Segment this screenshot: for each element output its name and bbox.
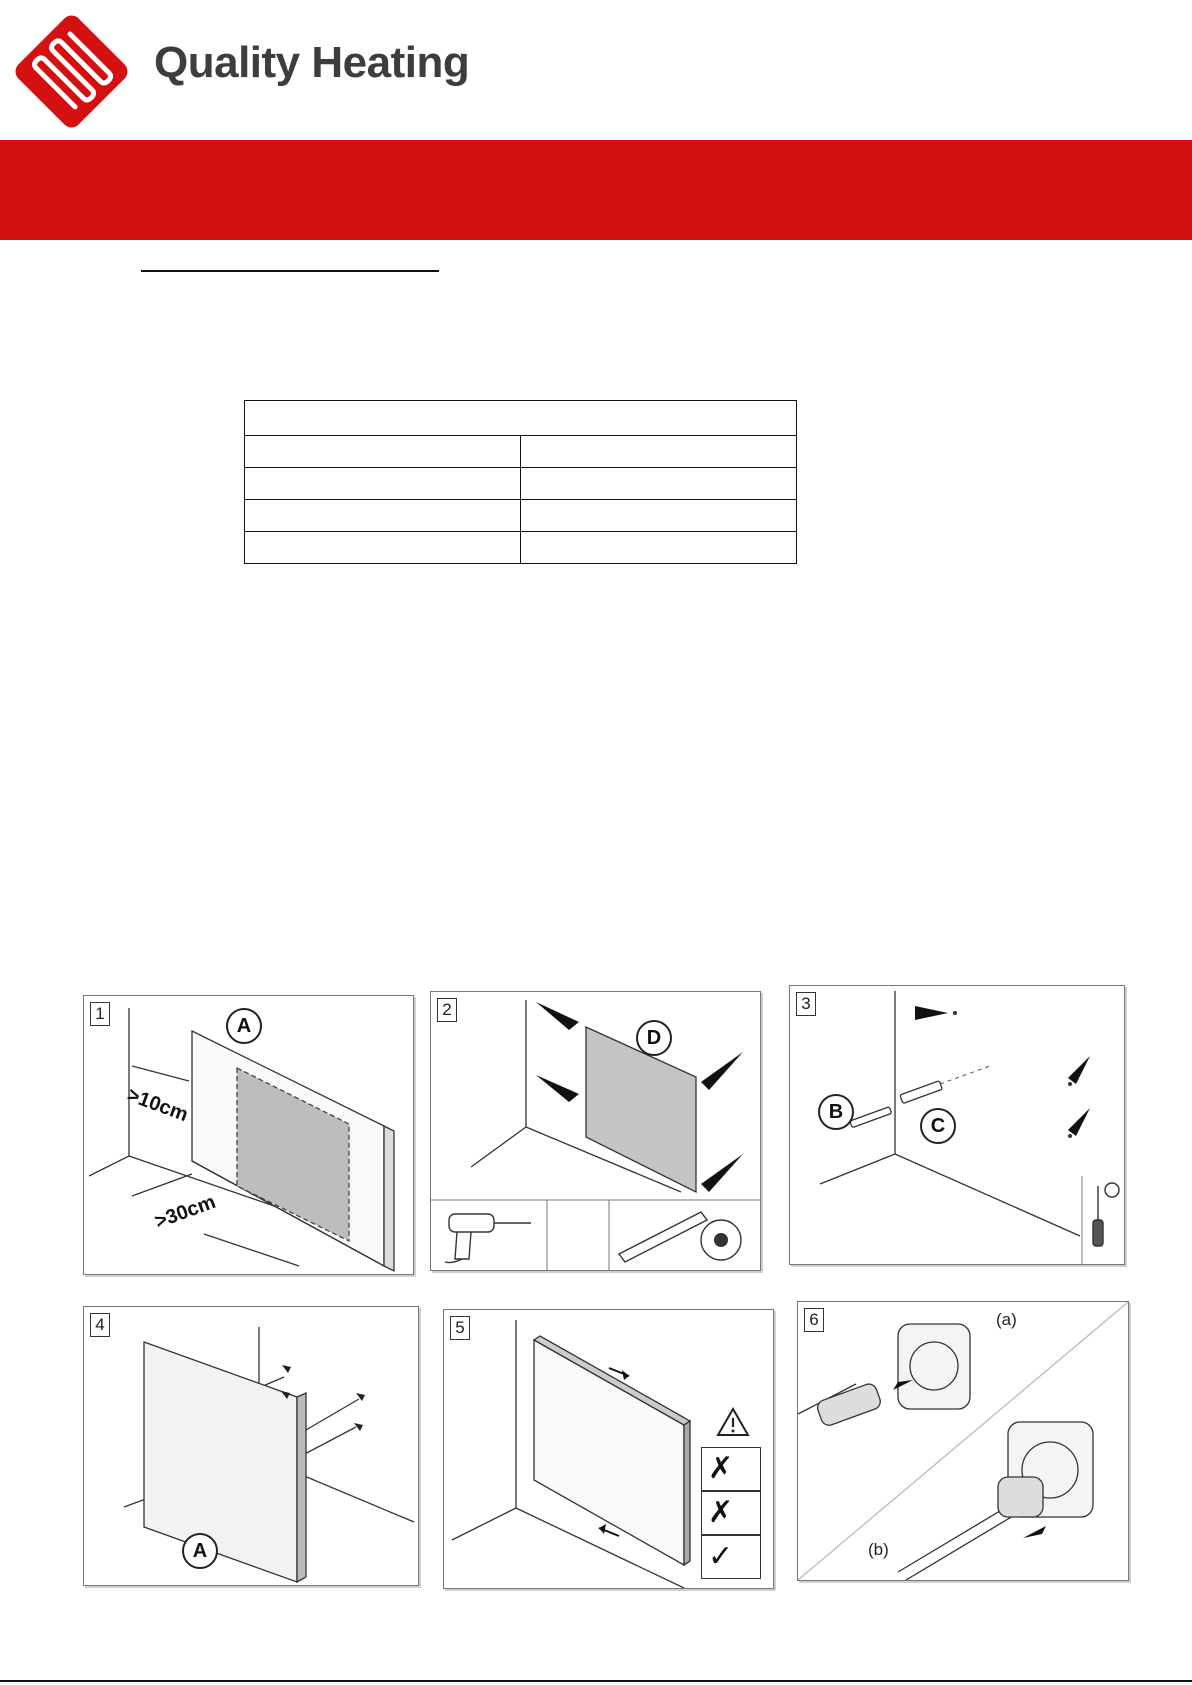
title-banner	[0, 140, 1192, 240]
step-number: 4	[90, 1313, 110, 1337]
step-6-illustration	[798, 1302, 1128, 1580]
step-1-panel	[83, 995, 414, 1275]
tape-measure-icon	[693, 1208, 753, 1268]
step-5-panel	[443, 1309, 774, 1589]
table-cell	[245, 468, 521, 500]
table-header-cell	[245, 401, 797, 436]
cross-mark-icon: ✗	[708, 1452, 734, 1485]
table-cell	[521, 532, 797, 564]
dimension-side-clearance: >10cm	[124, 1083, 191, 1127]
brand-name: Quality Heating	[154, 38, 470, 87]
cross-mark-icon: ✗	[708, 1496, 734, 1529]
step-4-illustration	[84, 1307, 418, 1585]
step-number: 3	[796, 992, 816, 1016]
heating-element-logo-icon	[4, 4, 139, 139]
step-number: 5	[450, 1316, 470, 1340]
step-3-panel	[789, 985, 1125, 1265]
step-number: 1	[90, 1002, 110, 1026]
orientation-check-wrong-1	[701, 1447, 761, 1491]
callout-d: D	[636, 1020, 672, 1056]
step-6-panel	[797, 1301, 1129, 1581]
check-mark-icon: ✓	[708, 1540, 734, 1573]
table-cell	[245, 532, 521, 564]
specification-table	[244, 400, 797, 564]
warning-triangle-icon	[716, 1407, 750, 1437]
table-cell	[521, 500, 797, 532]
table-cell	[245, 500, 521, 532]
table-cell	[521, 436, 797, 468]
step-4-panel	[83, 1306, 419, 1586]
drill-icon	[437, 1204, 537, 1264]
orientation-check-correct	[701, 1535, 761, 1579]
sub-label-a: (a)	[996, 1310, 1017, 1329]
table-cell	[521, 468, 797, 500]
callout-b: B	[818, 1094, 854, 1130]
table-cell	[245, 436, 521, 468]
step-number: 6	[804, 1308, 824, 1332]
dimension-floor-clearance: >30cm	[151, 1190, 219, 1234]
table-row	[245, 500, 797, 532]
callout-a: A	[182, 1533, 218, 1569]
table-row	[245, 436, 797, 468]
screwdriver-icon	[1084, 1178, 1124, 1258]
step-2-panel	[430, 991, 761, 1271]
table-row	[245, 468, 797, 500]
section-heading-underline	[141, 270, 439, 272]
page-bottom-rule	[0, 1680, 1192, 1682]
callout-a: A	[226, 1008, 262, 1044]
step-number: 2	[437, 998, 457, 1022]
table-row	[245, 532, 797, 564]
sub-label-b: (b)	[868, 1540, 889, 1559]
callout-c: C	[920, 1108, 956, 1144]
orientation-check-wrong-2	[701, 1491, 761, 1535]
